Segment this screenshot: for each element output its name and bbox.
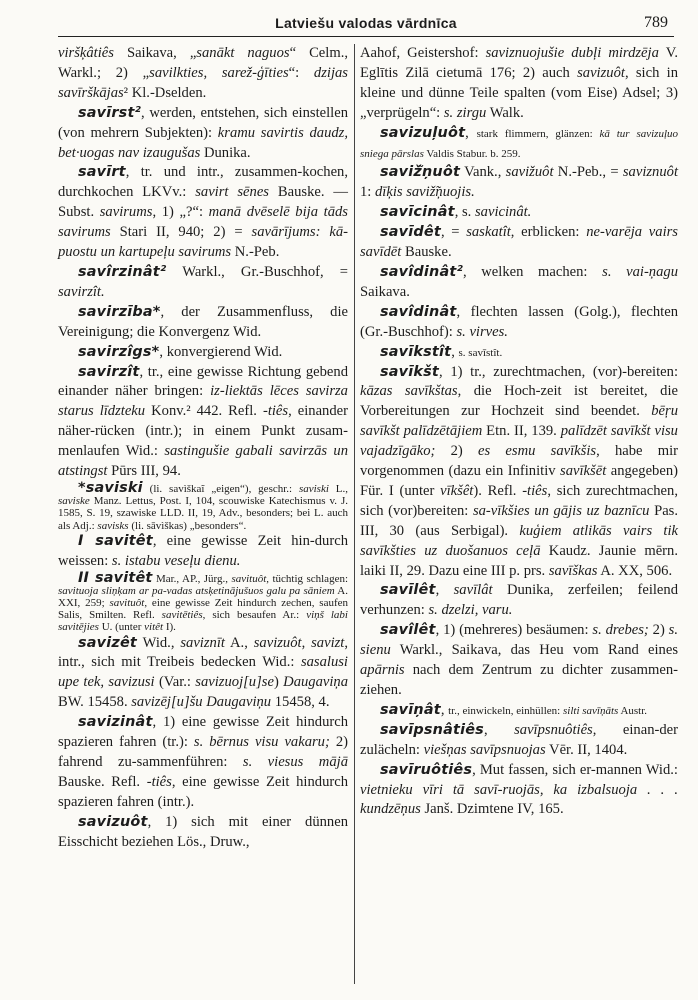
example-text: savīpsnuôtiês — [514, 721, 593, 738]
definition-text: BW. 15458. — [58, 694, 132, 711]
example-text: savižuôt — [505, 164, 554, 181]
entry-headword: savîlêt — [380, 622, 436, 639]
definition-text: , 1) tr., zurechtmachen, (vor)-bereiten: — [439, 363, 678, 380]
small-text: Valdis Stabur. b. 259. — [423, 147, 521, 160]
definition-text: , eine gewisse Zeit hindurch zechen, saufen Salis, Smilten. Refl. — [58, 596, 349, 622]
entry-headword: II savitêt — [78, 569, 153, 586]
example-text: saviznuojušie dubļi mirdzēja — [485, 45, 659, 61]
entry-headword: savîrzinât² — [78, 263, 167, 280]
example-text: savīkšēt — [560, 463, 607, 480]
example-text: saviznīt — [180, 634, 225, 651]
definition-text: , s. — [454, 204, 475, 221]
definition-text: , 1) „?“: — [152, 204, 209, 221]
example-text: iz-liektās lēces savirza starus līdzteku — [58, 383, 348, 420]
example-text: s. bērnus visu vakaru; — [193, 734, 330, 751]
example-text: s. dzelzi, varu. — [428, 602, 513, 619]
example-text: savizuôt — [577, 64, 625, 81]
definition-text: Dunika. — [200, 144, 251, 161]
example-text: es esmu savīkšis — [478, 443, 597, 460]
definition-text: A., — [224, 634, 254, 651]
entry-headword: savīdêt — [380, 224, 441, 241]
example-text: savizuoj[u]se — [195, 674, 274, 691]
example-text: sastingušie gabali savirzās un atstingst — [58, 443, 349, 480]
dictionary-entry — [58, 343, 348, 363]
dictionary-entry — [360, 701, 678, 721]
definition-text: , einander näher-rücken (intr.); in einem Punkt zusam-menlaufen Wid.: — [58, 403, 348, 460]
definition-text: , flechten lassen (Golg.), flechten (Gr.-Buschhof): — [360, 303, 678, 340]
definition-text: “ Celm., Warkl.; 2) „ — [58, 45, 348, 81]
dictionary-entry — [360, 44, 678, 124]
example-text: savārījums: kā-puostu un kartupeļu savirums — [58, 224, 349, 261]
dictionary-entry — [360, 761, 678, 821]
small-example-text: silti savīņāts — [563, 704, 619, 717]
definition-text: (li. savìškaĩ „eigen“), geschr.: — [142, 482, 299, 495]
definition-text: , intr., sich mit Treibeis bedecken Wid.: — [58, 634, 349, 671]
definition-text: , 1) eine gewisse Zeit hindurch spazieren fahren (tr.): — [58, 714, 348, 751]
running-header — [58, 12, 674, 37]
entry-headword: savīrt — [78, 164, 126, 181]
entry-headword: savizuļuôt — [380, 124, 466, 141]
dictionary-entry — [360, 363, 678, 582]
dictionary-entry — [360, 263, 678, 303]
definition-text: , sich zurechtmachen, sich (vor)bereiten: — [360, 482, 678, 519]
example-text: -tiês — [262, 403, 289, 420]
entry-headword: savizuôt — [78, 813, 148, 830]
dictionary-entry — [360, 343, 678, 363]
definition-text: N.-Peb. — [231, 244, 280, 261]
example-text: kuģiem atlikās vairs tik savīkšties uz duošanuos ceļā — [360, 522, 678, 559]
example-text: sanākt naguos — [196, 45, 290, 61]
definition-text: 1: — [360, 184, 375, 201]
small-text: s. savīstît. — [458, 346, 503, 359]
definition-text: Aahof, Geistershof: — [360, 45, 486, 61]
small-example-text: kā tur savizuļuo sniega pārslas — [360, 127, 679, 160]
definition-text: Warkl., Saikava, das Heu vom Rand eines — [390, 642, 678, 659]
example-text: kramu savirtis daudz, bet·uogas nav izaugušas — [58, 124, 348, 161]
definition-text: Konv.² 442. Refl. — [145, 403, 263, 420]
dictionary-entry — [58, 363, 348, 482]
entry-headword: saviž̃ņuôt — [380, 164, 461, 181]
example-text: savituôt — [109, 596, 145, 609]
dictionary-entry — [58, 479, 348, 532]
definition-text: ² Kl.-Dselden. — [123, 84, 207, 101]
dictionary-entry — [58, 44, 348, 104]
dictionary-entry — [360, 621, 678, 701]
definition-text: 2) — [435, 443, 479, 460]
example-text: savīlât — [453, 582, 493, 599]
column-divider — [354, 44, 355, 984]
example-text: s. drebes; — [592, 622, 649, 639]
example-text: dīķis saviž̃ņuojis. — [375, 184, 475, 201]
definition-text: , — [451, 343, 459, 360]
definition-text: A. XX, 506. — [597, 562, 673, 579]
example-text: -tiês — [146, 773, 172, 790]
example-text: s. zirgu — [443, 104, 487, 121]
definition-text: Dunika, zerfeilen; feilend verhunzen: — [360, 582, 678, 619]
entry-headword: savirzība* — [78, 303, 161, 320]
definition-text: Kaudz. Jaunie mērn. laiki II, 29. Dazu eine III p. prs. — [360, 542, 678, 579]
definition-text: , einan-der zulächeln: — [360, 721, 678, 758]
dictionary-entry — [58, 813, 348, 853]
example-text: vietnieku vīri tā savī-ruojās, ka izbalsuoja . . . kundzēņus — [360, 781, 678, 818]
example-text: savituoja sliņķam ar pa-vadas atsķetinājušuos galu pa sāniem — [58, 584, 335, 597]
definition-text: nach dem Zentrum zu dichter zusammen-ziehen. — [360, 662, 678, 698]
definition-text: (Var.: — [154, 674, 196, 691]
example-text: saskatît — [466, 224, 511, 241]
example-text: savitētiês — [161, 609, 203, 622]
small-text: Austr. — [618, 704, 648, 717]
dictionary-entry — [360, 721, 678, 761]
entry-headword: savīkstît — [380, 343, 452, 360]
definition-text: , tr. und intr., zusammen-kochen, durchkochen LKVv.: — [58, 164, 348, 201]
definition-text: , die Hoch-zeit ist bereitet, die Vorbereitungen zur Hochzeit sind beendet. — [360, 383, 678, 420]
dictionary-entry — [58, 532, 348, 572]
definition-text: (li. sāvìškas) „besonders“. — [128, 519, 247, 532]
example-text: Daugaviņa — [283, 674, 349, 691]
definition-text: Etn. II, 139. — [482, 423, 561, 440]
definition-text: , tüchtig schlagen: — [266, 572, 349, 585]
example-text: s. vai-ņagu — [602, 263, 678, 280]
running-title: Latviešu valodas vārdnīca — [275, 15, 457, 31]
entry-headword: savīkšt — [380, 363, 440, 380]
dictionary-entry — [360, 203, 678, 223]
example-text: s. virves. — [456, 323, 508, 340]
example-text: vīkšêt — [440, 482, 474, 499]
definition-text: Bauske. — [401, 244, 452, 261]
example-text: savīškas — [548, 562, 598, 579]
example-text: manā dvēselē bija tāds savirums — [58, 204, 348, 241]
definition-text: Saikava, „ — [113, 45, 197, 61]
example-text: savirt sēnes — [195, 184, 269, 201]
example-text: sa-vīkšies un gājis uz baznīcu — [472, 502, 650, 519]
entry-headword: savīlêt — [380, 582, 436, 599]
definition-text: , — [435, 582, 454, 599]
example-text: viršķâtiês — [58, 45, 114, 61]
example-text: sasalusi upe tek, savizusi — [58, 654, 348, 691]
example-text: s. istabu veseļu dienu. — [111, 552, 241, 569]
definition-text: 2) — [648, 622, 669, 639]
definition-text: L., — [328, 482, 348, 495]
entry-headword: savirzît — [78, 363, 140, 380]
example-text: apārnis — [360, 662, 405, 679]
example-text: ne-varēja vairs savīdēt — [360, 224, 678, 261]
example-text: vitêt — [144, 621, 164, 634]
definition-text: Walk. — [486, 104, 524, 121]
entry-headword: savîdinât² — [380, 263, 463, 280]
example-text: savizt — [311, 634, 345, 651]
definition-text: , = — [440, 224, 467, 241]
definition-text: , sich in kleine und dünne Teile spalten (vom Eise) Adsel; 3) „verprügeln“: — [360, 64, 678, 121]
definition-text: Janš. Dzimtene IV, 165. — [420, 801, 564, 818]
definition-text: U. (unter — [98, 621, 145, 634]
definition-text: angegeben) Für. I (unter — [360, 463, 678, 499]
example-text: saviznuôt — [622, 164, 678, 181]
definition-text: , 1) (mehreres) besäumen: — [435, 622, 593, 639]
page-number: 789 — [644, 14, 668, 31]
definition-text: , eine gewisse Zeit hindurch spazieren fahren (intr.). — [58, 773, 348, 810]
definition-text: I). — [163, 621, 176, 634]
dictionary-entry — [360, 303, 678, 343]
example-text: s. viesus mājā — [242, 754, 348, 771]
definition-text: , werden, entstehen, sich einstellen (von mehrern Subjekten): — [58, 104, 348, 141]
dictionary-entry — [58, 634, 348, 714]
example-text: viņš labi savitējies — [58, 609, 348, 634]
definition-text: , tr., eine gewisse Richtung gebend einander näher bringen: — [58, 363, 348, 400]
example-text: palīdzēt savīkšt visu vajadzīgāko; — [360, 423, 678, 460]
definition-text: Bauske. Refl. — [58, 773, 147, 790]
dictionary-entry — [360, 124, 678, 164]
entry-headword: savizinât — [78, 714, 153, 731]
example-text: savicinât. — [474, 204, 532, 221]
definition-text: ). Refl. — [473, 482, 523, 499]
example-text: savilkties, sarež-ģīties — [149, 64, 289, 81]
definition-text: N.-Peb., = — [553, 164, 623, 181]
definition-text: 15458, 4. — [271, 694, 330, 711]
definition-text: , sich besaufen Ar.: — [202, 609, 307, 622]
example-text: savituôt — [231, 572, 267, 585]
left-column — [58, 44, 348, 853]
dictionary-entry — [58, 713, 348, 813]
entry-headword: savīrst² — [78, 104, 142, 121]
small-text: tr., einwickeln, einhüllen: — [448, 704, 563, 717]
definition-text: , 1) sich mit einer dünnen Eisschicht beziehen Lös., Druw., — [58, 813, 348, 850]
entry-headword: savirzîgs* — [78, 343, 160, 360]
example-text: s. sienu — [360, 622, 678, 659]
definition-text: , — [301, 634, 312, 651]
entry-headword: savīruôtiês — [380, 761, 473, 778]
definition-text: Manz. Lettus, Post. I, 104, scouwiske Katechismus v. J. 1585, S. 19, szawiske LLD. II, 19, Adv., besonders; bei L. auch als Adj.: — [58, 495, 348, 532]
definition-text: A. XXI, 259; — [58, 584, 348, 609]
example-text: savizuôt — [253, 634, 302, 651]
example-text: viešņas savīpsnuojas — [423, 741, 546, 758]
definition-text: Bauske. — Subst. — [58, 184, 348, 221]
definition-text: V. Eglītis Zilā cietumā 176; 2) auch — [360, 45, 678, 81]
definition-text: Wid., — [137, 634, 181, 651]
example-text: savisks — [97, 519, 129, 532]
dictionary-entry — [58, 569, 349, 634]
entry-headword: *saviski — [78, 479, 143, 496]
dictionary-entry — [58, 104, 348, 164]
example-text: saviske — [58, 495, 90, 508]
definition-text: Stari II, 940; 2) = — [110, 224, 252, 241]
definition-text: Saikava. — [360, 283, 410, 300]
definition-text: ) — [273, 674, 284, 691]
example-text: kāzas savīkštas — [360, 383, 458, 400]
definition-text: Pas. III, 30 (aus Serbigal). — [360, 502, 678, 539]
dictionary-entry — [360, 163, 678, 203]
dictionary-entry — [58, 303, 348, 343]
definition-text: , — [465, 124, 477, 141]
definition-text: , habe mir vorgenommen (dazu ein Infinitiv — [360, 443, 678, 480]
definition-text: , welken machen: — [462, 263, 603, 280]
dictionary-entry — [58, 163, 348, 263]
dictionary-entry — [58, 263, 348, 303]
dictionary-entry — [360, 223, 678, 263]
example-text: saviski — [298, 482, 329, 495]
definition-text: , erblicken: — [510, 224, 587, 241]
entry-headword: savīcinât — [380, 204, 455, 221]
definition-text: “: — [288, 64, 314, 81]
definition-text: Vank., — [460, 164, 506, 181]
definition-text: , Mut fassen, sich er-mannen Wid.: — [472, 761, 678, 778]
entry-headword: savīņât — [380, 701, 441, 718]
small-text: stark flimmern, glänzen: — [476, 127, 600, 140]
example-text: savirzît. — [58, 283, 105, 300]
definition-text: , konvergierend Wid. — [159, 343, 283, 360]
definition-text: , — [483, 721, 515, 738]
entry-headword: savîdinât — [380, 303, 457, 320]
dictionary-entry — [360, 581, 678, 621]
definition-text: , — [440, 701, 449, 718]
definition-text: Vēr. II, 1404. — [545, 741, 628, 758]
definition-text: , der Zusammenfluss, die Vereinigung; die Konvergenz Wid. — [58, 303, 348, 340]
definition-text: Pūrs III, 94. — [107, 463, 181, 480]
definition-text: 2) fahrend zu-sammenführen: — [58, 734, 348, 771]
right-column — [360, 44, 678, 820]
entry-headword: savīpsnâtiês — [380, 721, 484, 738]
definition-text: Mar., AP., Jürg., — [152, 572, 232, 585]
entry-headword: savizêt — [78, 634, 138, 651]
example-text: savizēj[u]šu Daugaviņu — [131, 694, 272, 711]
example-text: -tiês — [522, 482, 548, 499]
example-text: dzijas savīrškājas — [58, 64, 348, 101]
entry-headword: I savitêt — [78, 532, 153, 549]
example-text: savirums — [99, 204, 153, 221]
definition-text: Warkl., Gr.-Buschhof, = — [166, 263, 348, 280]
example-text: bēŗu savīkšt palīdzētājiem — [360, 403, 678, 440]
definition-text: , eine gewisse Zeit hin-durch weissen: — [58, 532, 348, 569]
